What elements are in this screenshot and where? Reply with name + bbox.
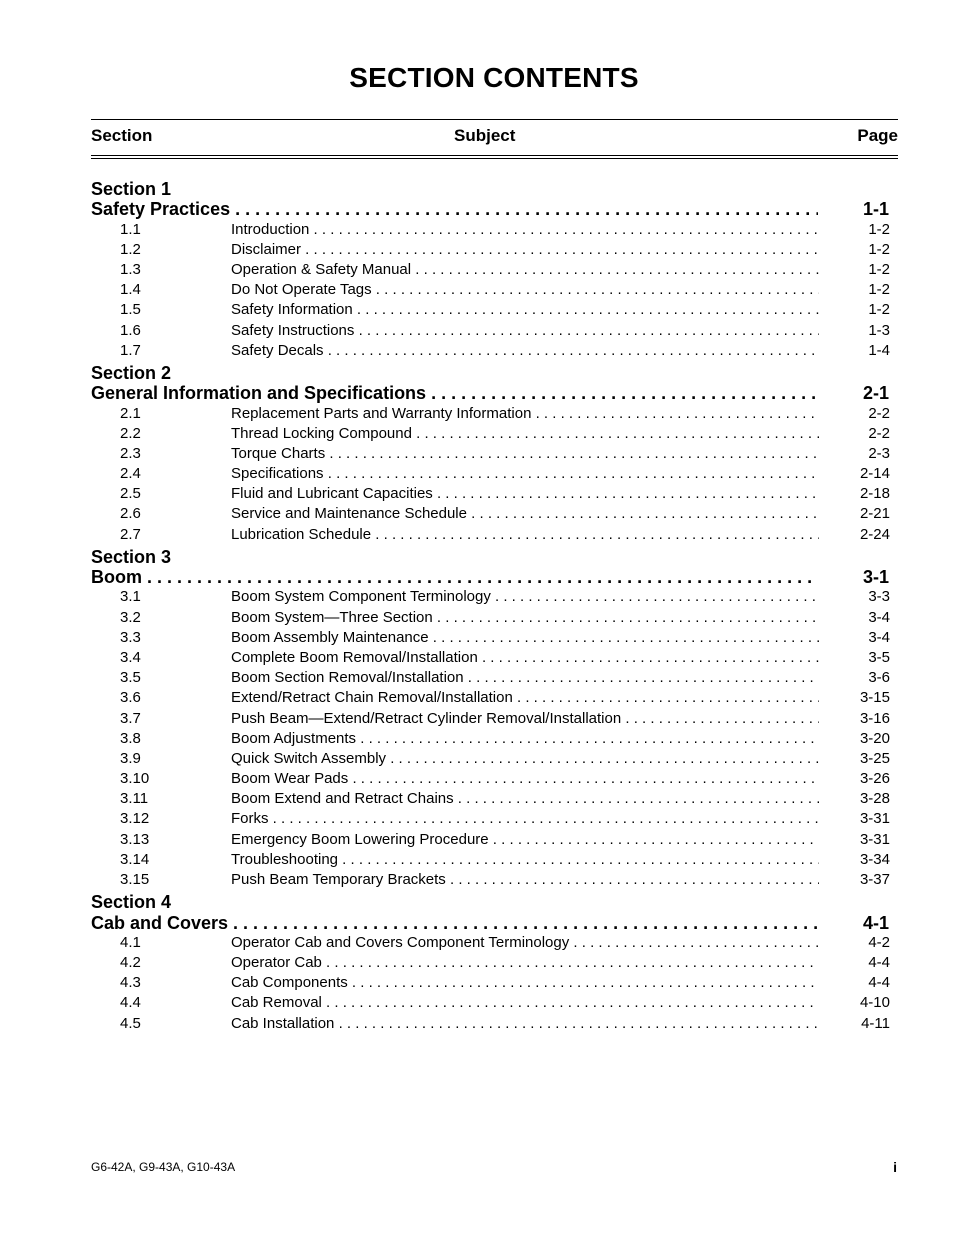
entry-number: 3.1 <box>120 588 141 606</box>
toc-entry[interactable] <box>0 974 954 994</box>
entry-page: 2-21 <box>859 505 890 523</box>
entry-number: 2.7 <box>120 525 141 543</box>
entry-title[interactable]: Boom Section Removal/Installation . . . <box>231 669 819 687</box>
toc-entry[interactable] <box>0 750 954 770</box>
entry-title[interactable]: Forks . . . <box>231 810 819 828</box>
entry-page: 1-2 <box>868 260 890 278</box>
entry-page: 2-2 <box>868 404 890 422</box>
entry-page: 3-31 <box>859 810 890 828</box>
entry-title[interactable]: Specifications . . . <box>231 465 819 483</box>
toc-entry[interactable] <box>0 831 954 851</box>
entry-page: 3-26 <box>859 770 890 788</box>
section-title-row[interactable] <box>0 382 954 404</box>
entry-number: 3.6 <box>120 689 141 707</box>
entry-number: 2.5 <box>120 485 141 503</box>
entry-title[interactable]: Safety Instructions . . . <box>231 322 819 340</box>
column-header-page: Page <box>857 126 898 145</box>
entry-title[interactable]: Boom System Component Terminology . . . <box>231 588 819 606</box>
entry-number: 1.4 <box>120 281 141 299</box>
entry-page: 3-4 <box>868 608 890 626</box>
entry-number: 1.7 <box>120 341 141 359</box>
entry-number: 3.12 <box>120 810 150 828</box>
entry-title[interactable]: Complete Boom Removal/Installation . . . <box>231 649 819 667</box>
entry-page: 4-2 <box>868 933 890 951</box>
entry-number: 3.15 <box>120 871 150 889</box>
entry-number: 2.6 <box>120 505 141 523</box>
entry-page: 1-2 <box>868 281 890 299</box>
entry-title[interactable]: Operator Cab and Covers Component Terminology . . . <box>231 934 819 952</box>
entry-number: 3.13 <box>120 830 150 848</box>
entry-title[interactable]: Operation & Safety Manual . . . <box>231 261 819 279</box>
toc-entry[interactable] <box>0 342 954 362</box>
entry-title[interactable]: Quick Switch Assembly . . . <box>231 750 819 768</box>
page-title: SECTION CONTENTS <box>349 62 639 93</box>
entry-page: 1-2 <box>868 220 890 238</box>
section-label-row <box>0 178 954 198</box>
entry-number: 4.3 <box>120 974 141 992</box>
entry-title[interactable]: Fluid and Lubricant Capacities . . . <box>231 485 819 503</box>
toc-entry[interactable] <box>0 934 954 954</box>
toc-entry[interactable] <box>0 301 954 321</box>
entry-number: 4.2 <box>120 954 141 971</box>
toc-entry[interactable] <box>0 241 954 261</box>
entry-page: 3-34 <box>859 850 890 868</box>
toc-entry[interactable] <box>0 1015 954 1035</box>
toc-entry[interactable] <box>0 629 954 649</box>
entry-title[interactable]: Do Not Operate Tags . . . <box>231 281 819 299</box>
section-label: Section 4 <box>91 892 172 913</box>
entry-page: 1-4 <box>868 341 890 359</box>
entry-number: 3.7 <box>120 709 141 727</box>
toc-entry[interactable] <box>0 322 954 342</box>
toc-entry[interactable] <box>0 588 954 608</box>
entry-title[interactable]: Push Beam Temporary Brackets . . . <box>231 871 819 889</box>
toc-entry[interactable] <box>0 871 954 891</box>
entry-number: 4.5 <box>120 1014 141 1032</box>
section-page: 4-1 <box>862 912 889 933</box>
entry-title[interactable]: Safety Information . . . <box>231 301 819 319</box>
column-header-subject: Subject <box>454 126 516 145</box>
entry-number: 3.3 <box>120 628 141 646</box>
section-title[interactable]: General Information and Specifications . . . <box>91 382 818 404</box>
top-rule <box>91 119 898 120</box>
entry-number: 4.4 <box>120 994 141 1012</box>
section-page: 2-1 <box>862 383 889 404</box>
section-label-row <box>0 891 954 911</box>
entry-page: 1-2 <box>868 301 890 319</box>
entry-title[interactable]: Cab Removal . . . <box>231 994 819 1012</box>
entry-number: 3.11 <box>120 790 149 808</box>
toc-entry[interactable] <box>0 994 954 1014</box>
entry-page: 3-6 <box>868 669 890 687</box>
entry-title[interactable]: Boom Adjustments . . . <box>231 730 819 748</box>
entry-page: 1-2 <box>868 240 890 258</box>
header-rule-lower <box>91 158 898 159</box>
header-rule-upper <box>91 155 898 156</box>
toc-entry[interactable] <box>0 485 954 505</box>
table-of-contents <box>0 178 954 1035</box>
toc-entry[interactable] <box>0 649 954 669</box>
entry-title[interactable]: Boom Extend and Retract Chains . . . <box>231 790 819 808</box>
entry-page: 4-10 <box>859 994 890 1012</box>
entry-page: 4-4 <box>868 954 890 971</box>
entry-number: 3.10 <box>120 770 150 788</box>
entry-number: 1.1 <box>120 220 141 238</box>
footer-page-number: i <box>893 1159 897 1175</box>
toc-entry[interactable] <box>0 710 954 730</box>
toc-entry[interactable] <box>0 505 954 525</box>
entry-number: 2.4 <box>120 465 141 483</box>
toc-entry[interactable] <box>0 851 954 871</box>
entry-number: 3.8 <box>120 729 141 747</box>
section-label-row <box>0 546 954 566</box>
entry-title[interactable]: Replacement Parts and Warranty Information . . . <box>231 405 819 423</box>
section-title[interactable]: Cab and Covers . . . <box>91 912 818 934</box>
entry-title[interactable]: Torque Charts . . . <box>231 445 819 463</box>
entry-title[interactable]: Cab Components . . . <box>231 974 819 992</box>
entry-number: 1.6 <box>120 321 141 339</box>
section-page: 3-1 <box>862 567 889 588</box>
toc-entry[interactable] <box>0 405 954 425</box>
section-title-row[interactable] <box>0 566 954 588</box>
entry-number: 1.5 <box>120 301 141 319</box>
section-label: Section 2 <box>91 362 172 383</box>
entry-page: 3-31 <box>859 830 890 848</box>
entry-page: 3-20 <box>859 729 890 747</box>
entry-page: 3-5 <box>868 648 890 666</box>
entry-page: 3-15 <box>859 689 890 707</box>
entry-title[interactable]: Boom System—Three Section . . . <box>231 609 819 627</box>
section-page: 1-1 <box>862 199 889 220</box>
toc-entry[interactable] <box>0 770 954 790</box>
entry-title[interactable]: Operator Cab . . . <box>231 954 819 972</box>
entry-page: 4-11 <box>861 1014 890 1032</box>
entry-page: 3-3 <box>868 588 890 606</box>
entry-page: 4-4 <box>868 974 890 992</box>
column-header-section: Section <box>91 126 153 145</box>
entry-number: 3.14 <box>120 850 150 868</box>
toc-entry[interactable] <box>0 790 954 810</box>
entry-number: 3.5 <box>120 669 141 687</box>
entry-title[interactable]: Boom Wear Pads . . . <box>231 770 819 788</box>
toc-entry[interactable] <box>0 261 954 281</box>
entry-page: 2-18 <box>859 485 890 503</box>
entry-page: 2-2 <box>868 424 890 442</box>
toc-entry[interactable] <box>0 669 954 689</box>
entry-page: 2-14 <box>859 465 890 483</box>
entry-title[interactable]: Push Beam—Extend/Retract Cylinder Removal/Installation . . . <box>231 710 819 728</box>
entry-title[interactable]: Boom Assembly Maintenance . . . <box>231 629 819 647</box>
toc-entry[interactable] <box>0 954 954 974</box>
section-title-row[interactable] <box>0 912 954 934</box>
toc-entry[interactable] <box>0 730 954 750</box>
section-title-row[interactable] <box>0 198 954 220</box>
toc-entry[interactable] <box>0 609 954 629</box>
entry-title[interactable]: Safety Decals . . . <box>231 342 819 360</box>
entry-page: 3-28 <box>859 790 890 808</box>
entry-number: 1.3 <box>120 260 141 278</box>
section-title[interactable]: Boom . . . <box>91 566 818 588</box>
entry-number: 1.2 <box>120 240 141 258</box>
entry-title[interactable]: Lubrication Schedule . . . <box>231 526 819 544</box>
entry-page: 2-24 <box>859 525 890 543</box>
toc-entry[interactable] <box>0 445 954 465</box>
entry-title[interactable]: Extend/Retract Chain Removal/Installation . . . <box>231 689 819 707</box>
entry-title[interactable]: Emergency Boom Lowering Procedure . . . <box>231 831 819 849</box>
entry-number: 4.1 <box>120 933 141 951</box>
entry-number: 3.4 <box>120 648 141 666</box>
entry-number: 2.2 <box>120 424 141 442</box>
section-label: Section 1 <box>91 179 172 199</box>
entry-number: 3.9 <box>120 749 141 767</box>
entry-page: 3-25 <box>859 749 890 767</box>
section-title[interactable]: Safety Practices . . . <box>91 198 818 220</box>
toc-entry[interactable] <box>0 465 954 485</box>
toc-entry[interactable] <box>0 810 954 830</box>
toc-entry[interactable] <box>0 221 954 241</box>
entry-page: 1-3 <box>868 321 890 339</box>
entry-number: 2.1 <box>120 404 141 422</box>
toc-entry[interactable] <box>0 281 954 301</box>
toc-entry[interactable] <box>0 526 954 546</box>
section-label: Section 3 <box>91 546 172 567</box>
entry-page: 3-16 <box>859 709 890 727</box>
section-label-row <box>0 362 954 382</box>
toc-entry[interactable] <box>0 425 954 445</box>
entry-title[interactable]: Introduction . . . <box>231 221 819 239</box>
entry-number: 3.2 <box>120 608 141 626</box>
entry-page: 2-3 <box>868 444 890 462</box>
entry-title[interactable]: Thread Locking Compound . . . <box>231 425 819 443</box>
entry-title[interactable]: Service and Maintenance Schedule . . . <box>231 505 819 523</box>
entry-title[interactable]: Troubleshooting . . . <box>231 851 819 869</box>
entry-number: 2.3 <box>120 444 141 462</box>
entry-title[interactable]: Cab Installation . . . <box>231 1015 819 1033</box>
entry-page: 3-4 <box>868 628 890 646</box>
toc-entry[interactable] <box>0 689 954 709</box>
entry-title[interactable]: Disclaimer . . . <box>231 241 819 259</box>
entry-page: 3-37 <box>859 871 890 889</box>
footer-models: G6-42A, G9-43A, G10-43A <box>91 1160 236 1174</box>
